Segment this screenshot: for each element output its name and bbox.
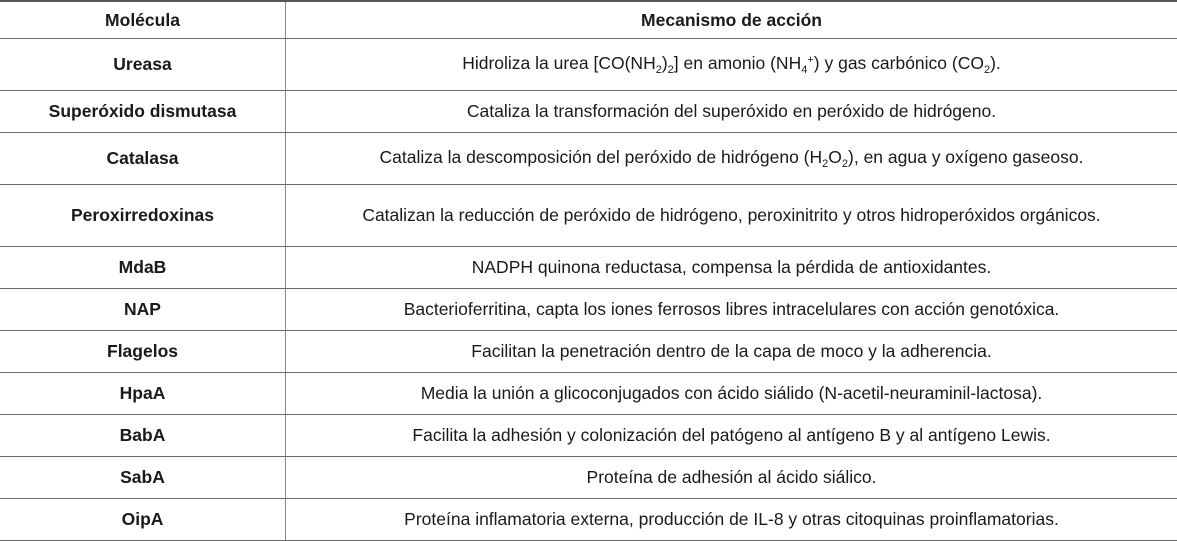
subscript: 2 (655, 63, 662, 76)
subscript: 2 (822, 157, 829, 170)
subscript: 2 (667, 63, 674, 76)
molecule-cell: BabA (0, 415, 286, 457)
header-molecule: Molécula (0, 1, 286, 39)
molecule-cell: HpaA (0, 373, 286, 415)
table-row (0, 185, 1177, 247)
table-row (0, 331, 1177, 373)
table-row (0, 373, 1177, 415)
table-row (0, 457, 1177, 499)
table-row (0, 499, 1177, 541)
mechanism-cell (286, 133, 1177, 185)
molecule-cell: MdaB (0, 247, 286, 289)
molecule-cell: OipA (0, 499, 286, 541)
mechanism-cell (286, 185, 1177, 247)
subscript: 2 (841, 157, 849, 170)
superscript: + (807, 53, 814, 66)
molecule-cell: NAP (0, 289, 286, 331)
molecule-cell: Catalasa (0, 133, 286, 185)
text: Cataliza la descomposición del peróxido de hidrógeno (H (379, 146, 823, 167)
mechanism-cell: Facilita la adhesión y colonización del patógeno al antígeno B y al antígeno Lewis. (286, 415, 1177, 457)
mechanism-cell: Media la unión a glicoconjugados con ácido siálido (N-acetil-neuraminil-lactosa). (286, 373, 1177, 415)
text: ] en amonio (NH (673, 52, 802, 73)
mechanism-cell: Proteína de adhesión al ácido siálico. (286, 457, 1177, 499)
molecule-cell: Superóxido dismutasa (0, 91, 286, 133)
molecule-cell: Peroxirredoxinas (0, 185, 286, 247)
subscript: 2 (983, 63, 991, 76)
molecule-cell: Flagelos (0, 331, 286, 373)
text: ) y gas carbónico (CO (813, 52, 984, 73)
table-row (0, 289, 1177, 331)
mechanism-cell: Facilitan la penetración dentro de la capa de moco y la adherencia. (286, 331, 1177, 373)
molecule-cell: Ureasa (0, 39, 286, 91)
table-row (0, 247, 1177, 289)
text: ) (661, 52, 668, 73)
text: ). (990, 52, 1001, 73)
mechanism-cell: Proteína inflamatoria externa, producción de IL-8 y otras citoquinas proinflamatorias. (286, 499, 1177, 541)
subscript: 4 (801, 63, 808, 76)
table-row (0, 133, 1177, 185)
table-row (0, 415, 1177, 457)
text: Hidroliza la urea [CO(NH (462, 52, 656, 73)
mechanism-cell (286, 39, 1177, 91)
header-row (0, 1, 1177, 39)
text: ), en agua y oxígeno gaseoso. (848, 146, 1084, 167)
molecule-cell: SabA (0, 457, 286, 499)
mechanism-text: Catalizan la reducción de peróxido de hidrógeno, peroxinitrito y otros hidroperóxidos orgánicos. (362, 205, 1101, 226)
header-mechanism: Mecanismo de acción (286, 1, 1177, 39)
table-row (0, 91, 1177, 133)
mechanism-cell: NADPH quinona reductasa, compensa la pérdida de antioxidantes. (286, 247, 1177, 289)
mechanism-cell: Cataliza la transformación del superóxido en peróxido de hidrógeno. (286, 91, 1177, 133)
text: O (828, 146, 842, 167)
mechanism-cell: Bacterioferritina, capta los iones ferrosos libres intracelulares con acción genotóxica. (286, 289, 1177, 331)
table-row (0, 39, 1177, 91)
